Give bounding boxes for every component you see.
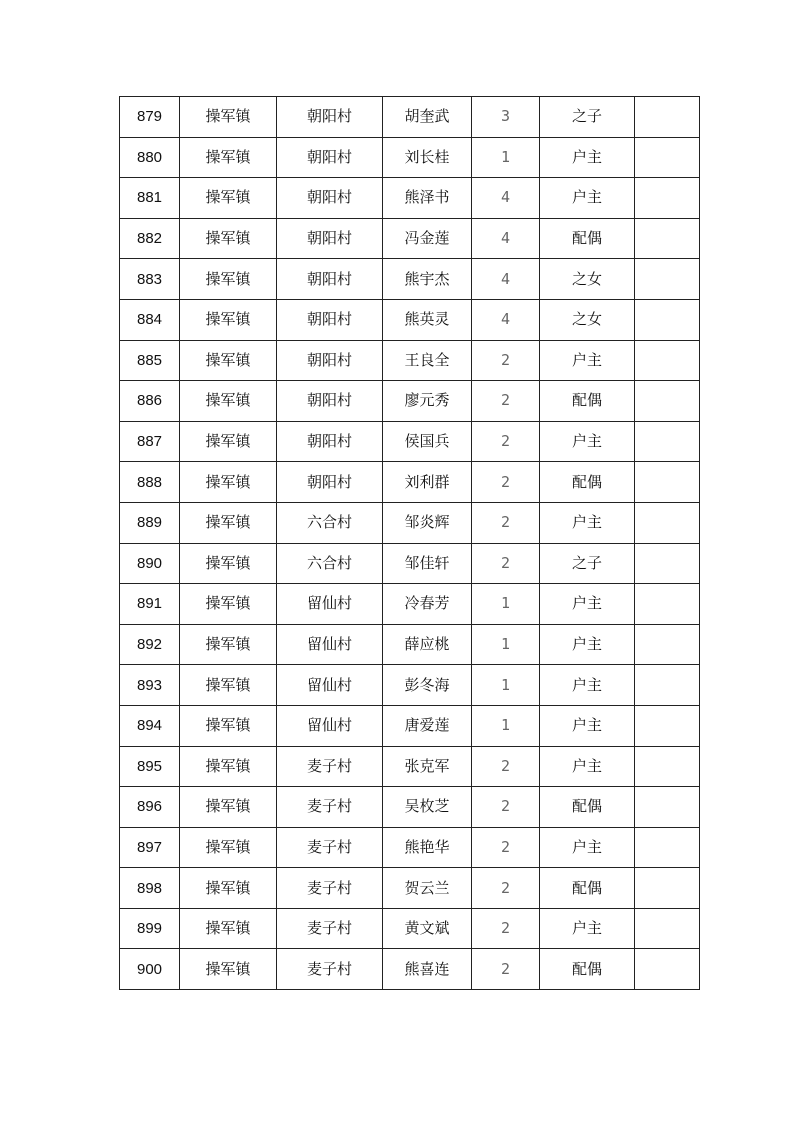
cell-relationship: 户主 — [540, 502, 635, 543]
cell-person-name: 熊泽书 — [383, 178, 472, 219]
cell-village: 朝阳村 — [277, 462, 383, 503]
cell-household-size: 2 — [472, 827, 540, 868]
cell-remarks — [635, 502, 700, 543]
cell-serial-number: 897 — [120, 827, 180, 868]
cell-remarks — [635, 584, 700, 625]
cell-village: 六合村 — [277, 502, 383, 543]
table-row — [120, 665, 700, 706]
cell-village: 麦子村 — [277, 787, 383, 828]
cell-relationship: 户主 — [540, 665, 635, 706]
cell-town: 操军镇 — [180, 705, 277, 746]
cell-relationship: 配偶 — [540, 787, 635, 828]
cell-household-size: 1 — [472, 665, 540, 706]
cell-household-size: 3 — [472, 97, 540, 138]
cell-person-name: 黄文斌 — [383, 908, 472, 949]
cell-serial-number: 883 — [120, 259, 180, 300]
cell-village: 朝阳村 — [277, 421, 383, 462]
cell-household-size: 2 — [472, 502, 540, 543]
cell-remarks — [635, 543, 700, 584]
cell-remarks — [635, 97, 700, 138]
cell-household-size: 2 — [472, 868, 540, 909]
cell-serial-number: 881 — [120, 178, 180, 219]
table-row — [120, 462, 700, 503]
table-row — [120, 259, 700, 300]
cell-relationship: 之女 — [540, 299, 635, 340]
cell-village: 朝阳村 — [277, 340, 383, 381]
table-row — [120, 705, 700, 746]
cell-remarks — [635, 137, 700, 178]
cell-person-name: 吴枚芝 — [383, 787, 472, 828]
cell-serial-number: 888 — [120, 462, 180, 503]
cell-person-name: 冯金莲 — [383, 218, 472, 259]
cell-remarks — [635, 868, 700, 909]
cell-household-size: 4 — [472, 218, 540, 259]
cell-town: 操军镇 — [180, 137, 277, 178]
cell-village: 朝阳村 — [277, 218, 383, 259]
cell-household-size: 4 — [472, 259, 540, 300]
cell-town: 操军镇 — [180, 178, 277, 219]
cell-town: 操军镇 — [180, 624, 277, 665]
cell-remarks — [635, 421, 700, 462]
cell-town: 操军镇 — [180, 949, 277, 990]
cell-relationship: 配偶 — [540, 949, 635, 990]
cell-town: 操军镇 — [180, 543, 277, 584]
cell-serial-number: 893 — [120, 665, 180, 706]
cell-person-name: 刘利群 — [383, 462, 472, 503]
cell-village: 朝阳村 — [277, 259, 383, 300]
table-row — [120, 543, 700, 584]
cell-household-size: 2 — [472, 543, 540, 584]
cell-remarks — [635, 462, 700, 503]
table-body — [120, 97, 700, 990]
cell-household-size: 2 — [472, 462, 540, 503]
cell-town: 操军镇 — [180, 299, 277, 340]
cell-household-size: 1 — [472, 624, 540, 665]
cell-serial-number: 898 — [120, 868, 180, 909]
cell-relationship: 户主 — [540, 137, 635, 178]
cell-village: 麦子村 — [277, 949, 383, 990]
table-row — [120, 178, 700, 219]
cell-household-size: 2 — [472, 381, 540, 422]
cell-person-name: 彭冬海 — [383, 665, 472, 706]
cell-remarks — [635, 705, 700, 746]
cell-village: 留仙村 — [277, 624, 383, 665]
cell-town: 操军镇 — [180, 908, 277, 949]
cell-person-name: 刘长桂 — [383, 137, 472, 178]
cell-town: 操军镇 — [180, 746, 277, 787]
table-row — [120, 97, 700, 138]
cell-village: 朝阳村 — [277, 178, 383, 219]
table-row — [120, 299, 700, 340]
cell-village: 朝阳村 — [277, 299, 383, 340]
cell-remarks — [635, 949, 700, 990]
table-row — [120, 137, 700, 178]
table-row — [120, 787, 700, 828]
cell-person-name: 邹佳轩 — [383, 543, 472, 584]
cell-household-size: 2 — [472, 949, 540, 990]
cell-serial-number: 879 — [120, 97, 180, 138]
cell-serial-number: 900 — [120, 949, 180, 990]
cell-serial-number: 892 — [120, 624, 180, 665]
cell-person-name: 熊宇杰 — [383, 259, 472, 300]
cell-household-size: 4 — [472, 178, 540, 219]
cell-person-name: 熊英灵 — [383, 299, 472, 340]
cell-serial-number: 886 — [120, 381, 180, 422]
cell-serial-number: 889 — [120, 502, 180, 543]
cell-village: 朝阳村 — [277, 137, 383, 178]
cell-village: 麦子村 — [277, 827, 383, 868]
cell-household-size: 1 — [472, 705, 540, 746]
cell-remarks — [635, 746, 700, 787]
cell-relationship: 户主 — [540, 746, 635, 787]
cell-person-name: 熊艳华 — [383, 827, 472, 868]
cell-village: 留仙村 — [277, 584, 383, 625]
cell-town: 操军镇 — [180, 97, 277, 138]
cell-household-size: 1 — [472, 584, 540, 625]
cell-household-size: 2 — [472, 340, 540, 381]
cell-household-size: 2 — [472, 421, 540, 462]
cell-serial-number: 894 — [120, 705, 180, 746]
cell-remarks — [635, 787, 700, 828]
cell-relationship: 配偶 — [540, 381, 635, 422]
cell-relationship: 户主 — [540, 421, 635, 462]
cell-person-name: 侯国兵 — [383, 421, 472, 462]
cell-serial-number: 880 — [120, 137, 180, 178]
cell-household-size: 4 — [472, 299, 540, 340]
cell-household-size: 1 — [472, 137, 540, 178]
cell-relationship: 之子 — [540, 543, 635, 584]
cell-person-name: 张克军 — [383, 746, 472, 787]
cell-serial-number: 890 — [120, 543, 180, 584]
cell-serial-number: 899 — [120, 908, 180, 949]
cell-remarks — [635, 665, 700, 706]
cell-town: 操军镇 — [180, 259, 277, 300]
cell-relationship: 户主 — [540, 705, 635, 746]
cell-remarks — [635, 218, 700, 259]
cell-remarks — [635, 624, 700, 665]
cell-serial-number: 885 — [120, 340, 180, 381]
table-row — [120, 624, 700, 665]
cell-relationship: 户主 — [540, 827, 635, 868]
cell-town: 操军镇 — [180, 584, 277, 625]
cell-relationship: 户主 — [540, 178, 635, 219]
cell-person-name: 邹炎辉 — [383, 502, 472, 543]
cell-village: 麦子村 — [277, 908, 383, 949]
cell-town: 操军镇 — [180, 421, 277, 462]
cell-household-size: 2 — [472, 908, 540, 949]
cell-village: 朝阳村 — [277, 381, 383, 422]
cell-person-name: 廖元秀 — [383, 381, 472, 422]
cell-relationship: 配偶 — [540, 462, 635, 503]
cell-relationship: 配偶 — [540, 868, 635, 909]
cell-relationship: 之女 — [540, 259, 635, 300]
cell-town: 操军镇 — [180, 218, 277, 259]
cell-household-size: 2 — [472, 787, 540, 828]
cell-town: 操军镇 — [180, 665, 277, 706]
table-row — [120, 218, 700, 259]
cell-remarks — [635, 259, 700, 300]
cell-serial-number: 895 — [120, 746, 180, 787]
cell-person-name: 唐爱莲 — [383, 705, 472, 746]
cell-remarks — [635, 299, 700, 340]
cell-person-name: 熊喜连 — [383, 949, 472, 990]
household-roster-table — [119, 96, 700, 990]
table-row — [120, 340, 700, 381]
cell-serial-number: 887 — [120, 421, 180, 462]
cell-town: 操军镇 — [180, 340, 277, 381]
cell-village: 麦子村 — [277, 868, 383, 909]
table-row — [120, 421, 700, 462]
cell-relationship: 配偶 — [540, 218, 635, 259]
cell-relationship: 户主 — [540, 340, 635, 381]
table-row — [120, 827, 700, 868]
cell-town: 操军镇 — [180, 381, 277, 422]
cell-village: 麦子村 — [277, 746, 383, 787]
cell-relationship: 户主 — [540, 908, 635, 949]
cell-serial-number: 896 — [120, 787, 180, 828]
table-row — [120, 584, 700, 625]
cell-person-name: 贺云兰 — [383, 868, 472, 909]
cell-person-name: 薛应桃 — [383, 624, 472, 665]
table-row — [120, 381, 700, 422]
cell-town: 操军镇 — [180, 462, 277, 503]
table-row — [120, 908, 700, 949]
cell-village: 留仙村 — [277, 665, 383, 706]
cell-remarks — [635, 381, 700, 422]
cell-serial-number: 891 — [120, 584, 180, 625]
cell-remarks — [635, 340, 700, 381]
cell-remarks — [635, 827, 700, 868]
cell-serial-number: 882 — [120, 218, 180, 259]
cell-village: 留仙村 — [277, 705, 383, 746]
table-row — [120, 746, 700, 787]
cell-remarks — [635, 908, 700, 949]
cell-town: 操军镇 — [180, 868, 277, 909]
table-row — [120, 868, 700, 909]
cell-person-name: 冷春芳 — [383, 584, 472, 625]
cell-relationship: 户主 — [540, 584, 635, 625]
cell-person-name: 胡奎武 — [383, 97, 472, 138]
table-row — [120, 502, 700, 543]
cell-relationship: 户主 — [540, 624, 635, 665]
cell-relationship: 之子 — [540, 97, 635, 138]
cell-town: 操军镇 — [180, 827, 277, 868]
table-row — [120, 949, 700, 990]
cell-village: 六合村 — [277, 543, 383, 584]
cell-person-name: 王良全 — [383, 340, 472, 381]
cell-town: 操军镇 — [180, 502, 277, 543]
cell-village: 朝阳村 — [277, 97, 383, 138]
cell-remarks — [635, 178, 700, 219]
cell-serial-number: 884 — [120, 299, 180, 340]
cell-town: 操军镇 — [180, 787, 277, 828]
cell-household-size: 2 — [472, 746, 540, 787]
